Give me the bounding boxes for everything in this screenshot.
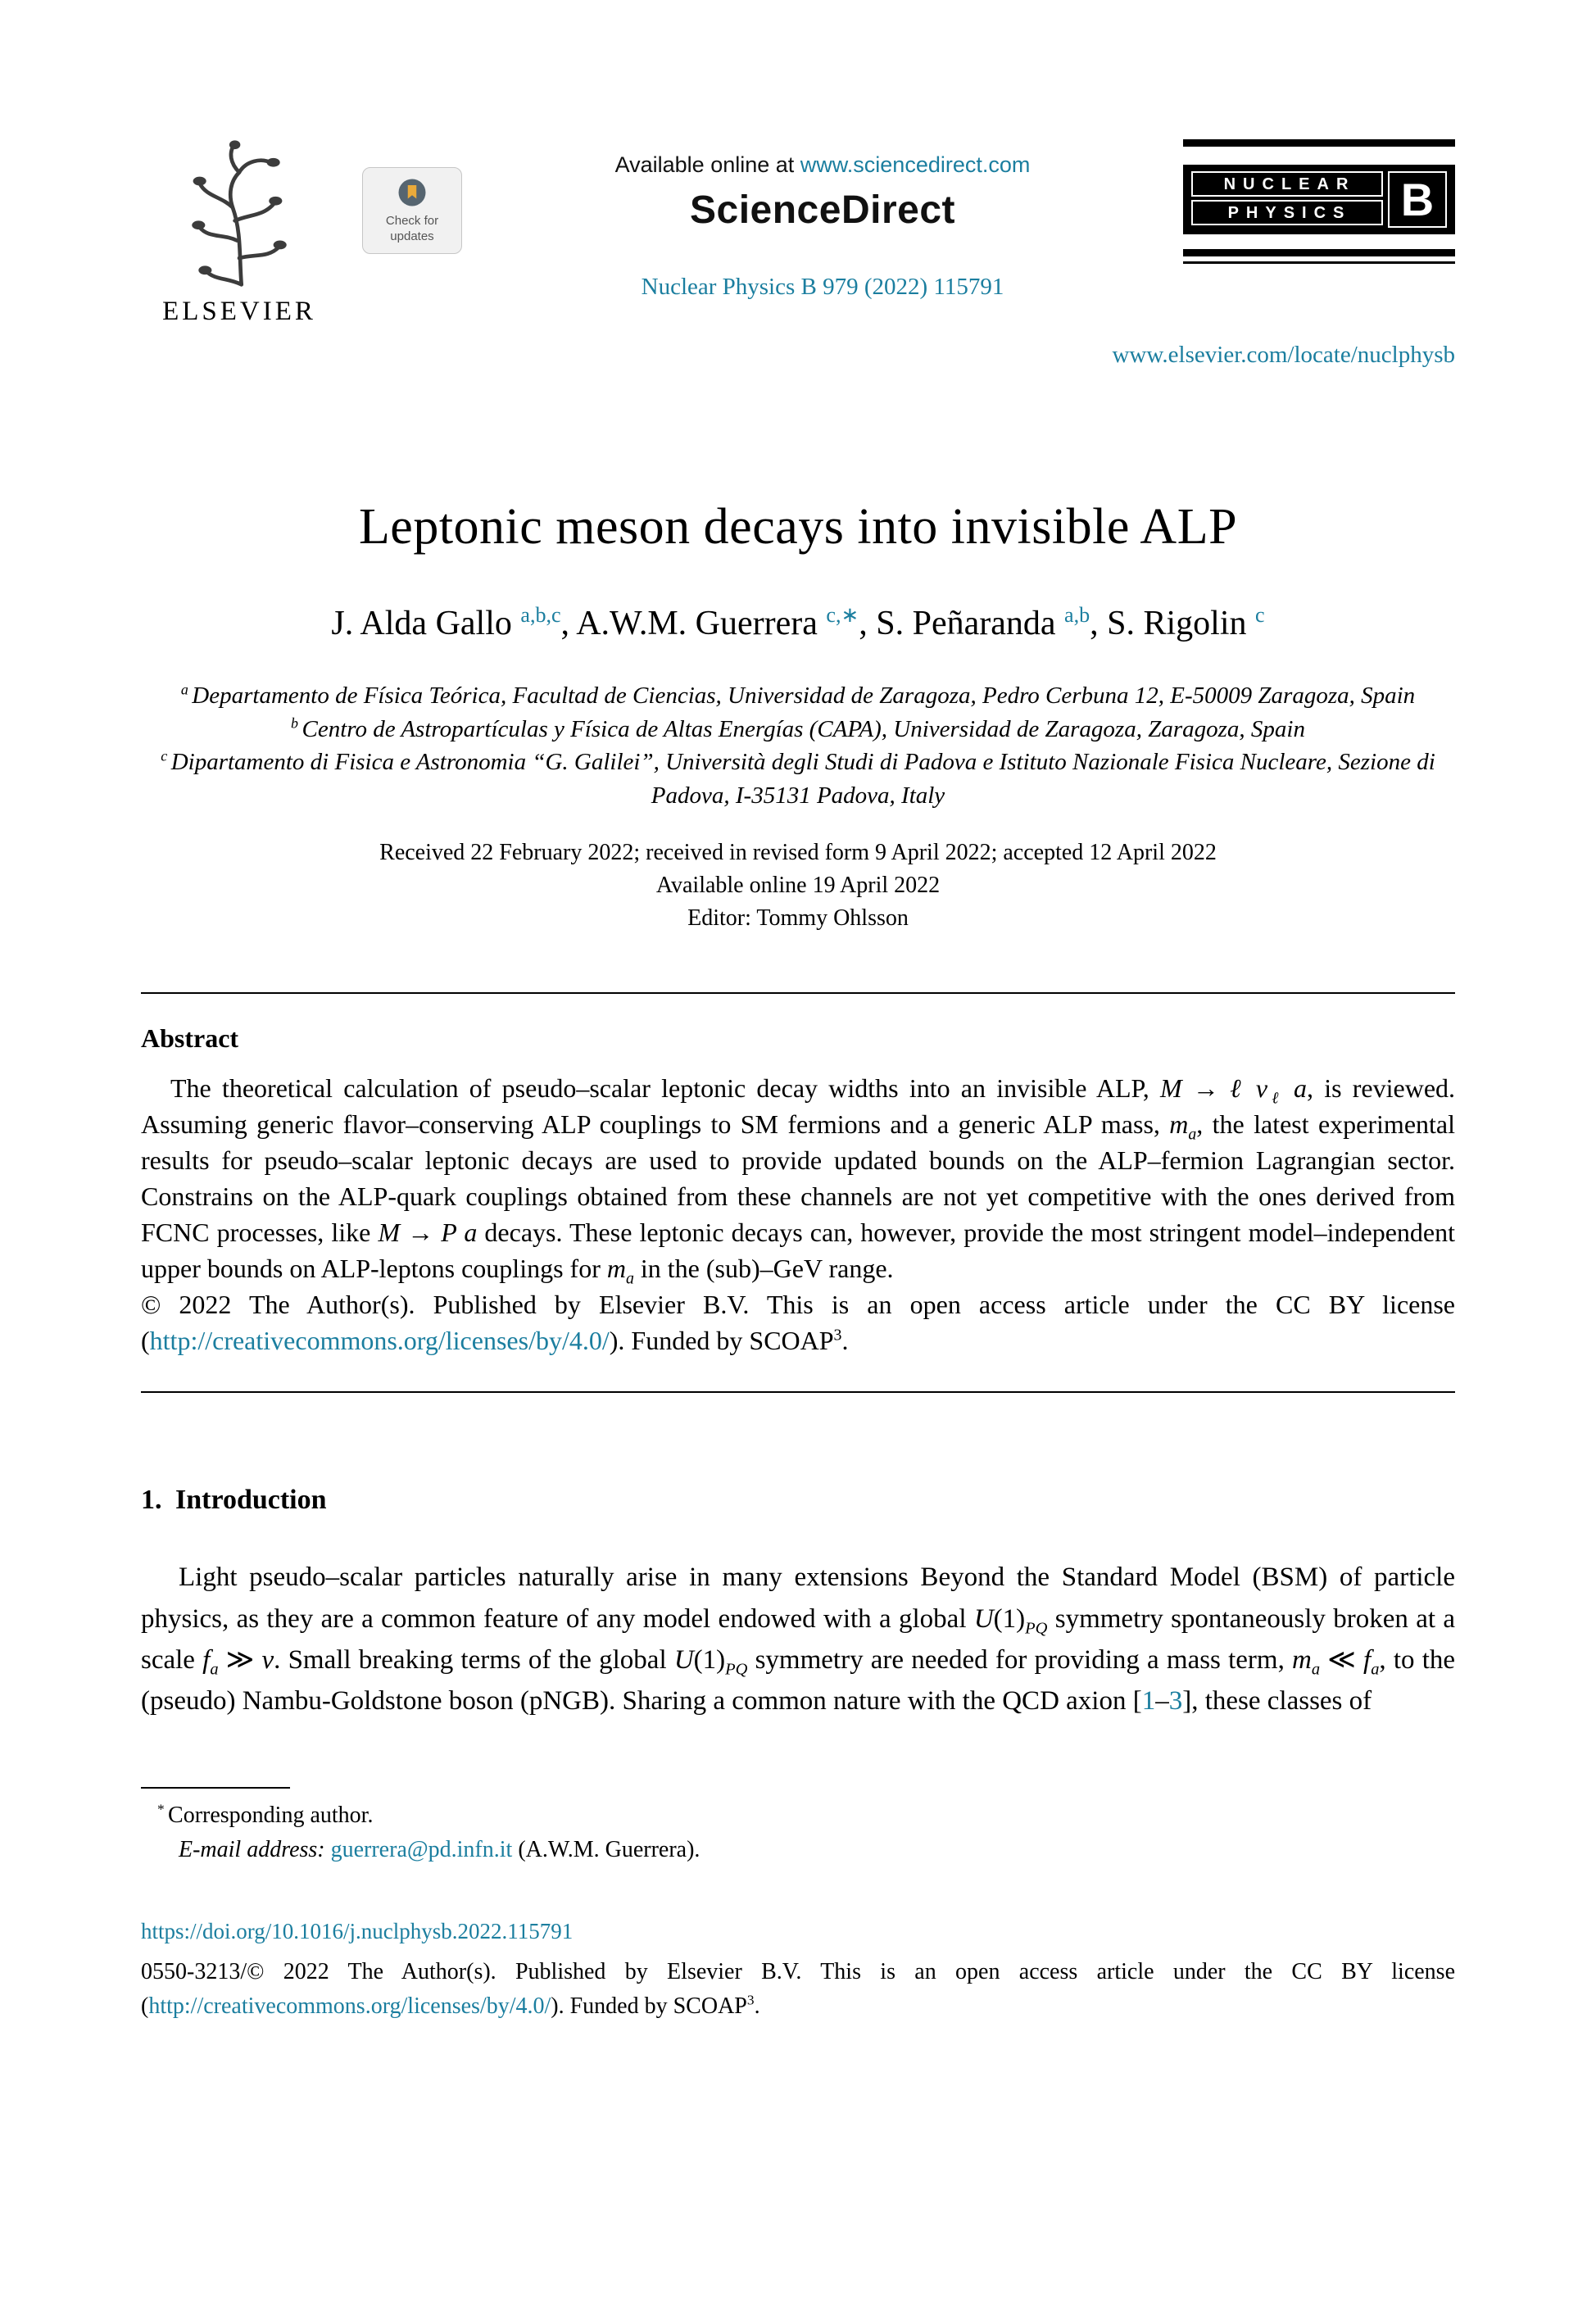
received-line: Received 22 February 2022; received in revised form 9 April 2022; accepted 12 April 2022 [379,840,1217,866]
nuclear-physics-b-box [1183,165,1455,234]
elsevier-logo [141,139,338,327]
journal-ref-link[interactable]: Nuclear Physics B 979 (2022) 115791 [641,274,1004,300]
journal-header-center [462,139,1183,301]
sciencedirect-url-link[interactable]: www.sciencedirect.com [800,152,1031,177]
authors-line: J. Alda Gallo $^{a,b,c}$, A.W.M. Guerrera $^{c,∗}$, S. Peñaranda $^{a,b}$, S. Rigolin $^c$ [331,603,1265,642]
article-history [141,837,1455,935]
abstract-license: © 2022 The Author(s). Published by Elsevier B.V. This is an open access article under the CC BY license (http://creativecommons.org/licenses/by/4.0/). Funded by SCOAP$^3$. [141,1290,1455,1356]
available-online-date: Available online 19 April 2022 [655,873,941,899]
logo-bottom-thin-bar [1183,261,1455,264]
check-for-updates-label: Check for updates [385,214,439,243]
inline-link[interactable]: guerrera@pd.infn.it [330,1837,513,1863]
paper-title: Leptonic meson decays into invisible ALP [358,499,1238,555]
journal-logo-words [1191,171,1383,228]
article-footer [141,1915,1455,2024]
editor-line: Editor: Tommy Ohlsson [687,905,909,932]
inline-link[interactable]: http://creativecommons.org/licenses/by/4.0/ [149,1326,610,1356]
abstract-bottom-rule [141,1391,1455,1393]
journal-homepage-link[interactable]: www.elsevier.com/locate/nuclphysb [1112,342,1455,368]
check-for-updates-badge[interactable] [362,167,462,254]
journal-logo-word2: PHYSICS [1191,200,1383,225]
doi-link[interactable]: https://doi.org/10.1016/j.nuclphysb.2022.115791 [141,1919,574,1944]
footnote-rule [141,1787,290,1789]
inline-link[interactable]: c,∗ [826,603,859,627]
inline-link[interactable]: 1 [1141,1685,1156,1716]
available-online-line [462,152,1183,178]
affiliations [141,679,1455,812]
inline-link[interactable]: c [1255,603,1265,627]
corresponding-author-note: * Corresponding author. [157,1801,374,1829]
introduction-heading: 1. Introduction [141,1485,327,1516]
inline-link[interactable]: a,b [1064,603,1090,627]
elsevier-tree-icon [170,139,308,293]
abstract-top-rule [141,992,1455,994]
copyright-line: 0550-3213/© 2022 The Author(s). Published by Elsevier B.V. This is an open access article under the CC BY license (http://creativecommons.org/licenses/by/4.0/). Funded by SCOAP$^3$. [141,1958,1455,2019]
inline-link[interactable]: 3 [1168,1685,1183,1716]
affiliation-b: $^b$ Centro de Astropartículas y Física de Altas Energías (CAPA), Universidad de Zaragoza, Zaragoza, Spain [291,714,1305,742]
nuclear-physics-b-logo [1183,139,1455,264]
introduction-text: Light pseudo–scalar particles naturally arise in many extensions Beyond the Standard Model (BSM) of particle physics, as they are a common feature of any model endowed with a global $U(1)_{PQ}$ symmetry spontaneously broken at a scale $f_a$ ≫ v. Small breaking terms of the global $U(1)_{PQ}$ symmetry are needed for providing a mass term, $m_a$ ≪ $f_a$, to the (pseudo) Nambu-Goldstone boson (pNGB). Sharing a common nature with the QCD axion [1–3], these classes of [141,1562,1456,1716]
abstract-section [141,1023,1455,1358]
sciencedirect-logo[interactable]: ScienceDirect [689,188,955,232]
crossmark-icon [397,178,427,207]
inline-link[interactable]: http://creativecommons.org/licenses/by/4.0/ [148,1993,551,2019]
journal-logo-word1: NUCLEAR [1191,171,1383,197]
email-note: E-mail address: guerrera@pd.infn.it (A.W.M. Guerrera). [179,1837,701,1863]
footnotes [141,1787,1455,1867]
available-online-text: Available online at [614,152,800,177]
affiliation-a: $^a$ Departamento de Física Teórica, Facultad de Ciencias, Universidad de Zaragoza, Pedro Cerbuna 12, E-50009 Zaragoza, Spain [180,681,1416,709]
abstract-text: The theoretical calculation of pseudo–scalar leptonic decay widths into an invisible ALP, M → ℓ $\nu_\ell$ a, is reviewed. Assuming generic flavor–conserving ALP couplings to SM fermions and a generic ALP mass, $m_a$, the latest experimental results for pseudo–scalar leptonic decays are used to provide updated bounds on the ALP–fermion Lagrangian sector. Constrains on the ALP-quark couplings obtained from these channels are not yet competitive with the ones derived from FCNC processes, like M → P a decays. These leptonic decays can, however, provide the most stringent model–independent upper bounds on ALP-leptons couplings for $m_a$ in the (sub)–GeV range. [141,1073,1456,1288]
elsevier-wordmark: ELSEVIER [162,297,316,326]
abstract-heading: Abstract [141,1023,239,1054]
logo-bottom-bar [1183,249,1455,256]
introduction-section [141,1485,1455,1721]
masthead [141,139,1455,327]
inline-link[interactable]: a,b,c [520,603,561,627]
affiliation-c: $^c$ Dipartamento di Fisica e Astronomia “G. Galilei”, Università degli Studi di Padova e Istituto Nazionale Fisica Nucleare, Sezione di Padova, I-35131 Padova, Italy [161,747,1435,809]
journal-logo-letter-b: B [1388,171,1447,228]
logo-top-bar [1183,139,1455,147]
